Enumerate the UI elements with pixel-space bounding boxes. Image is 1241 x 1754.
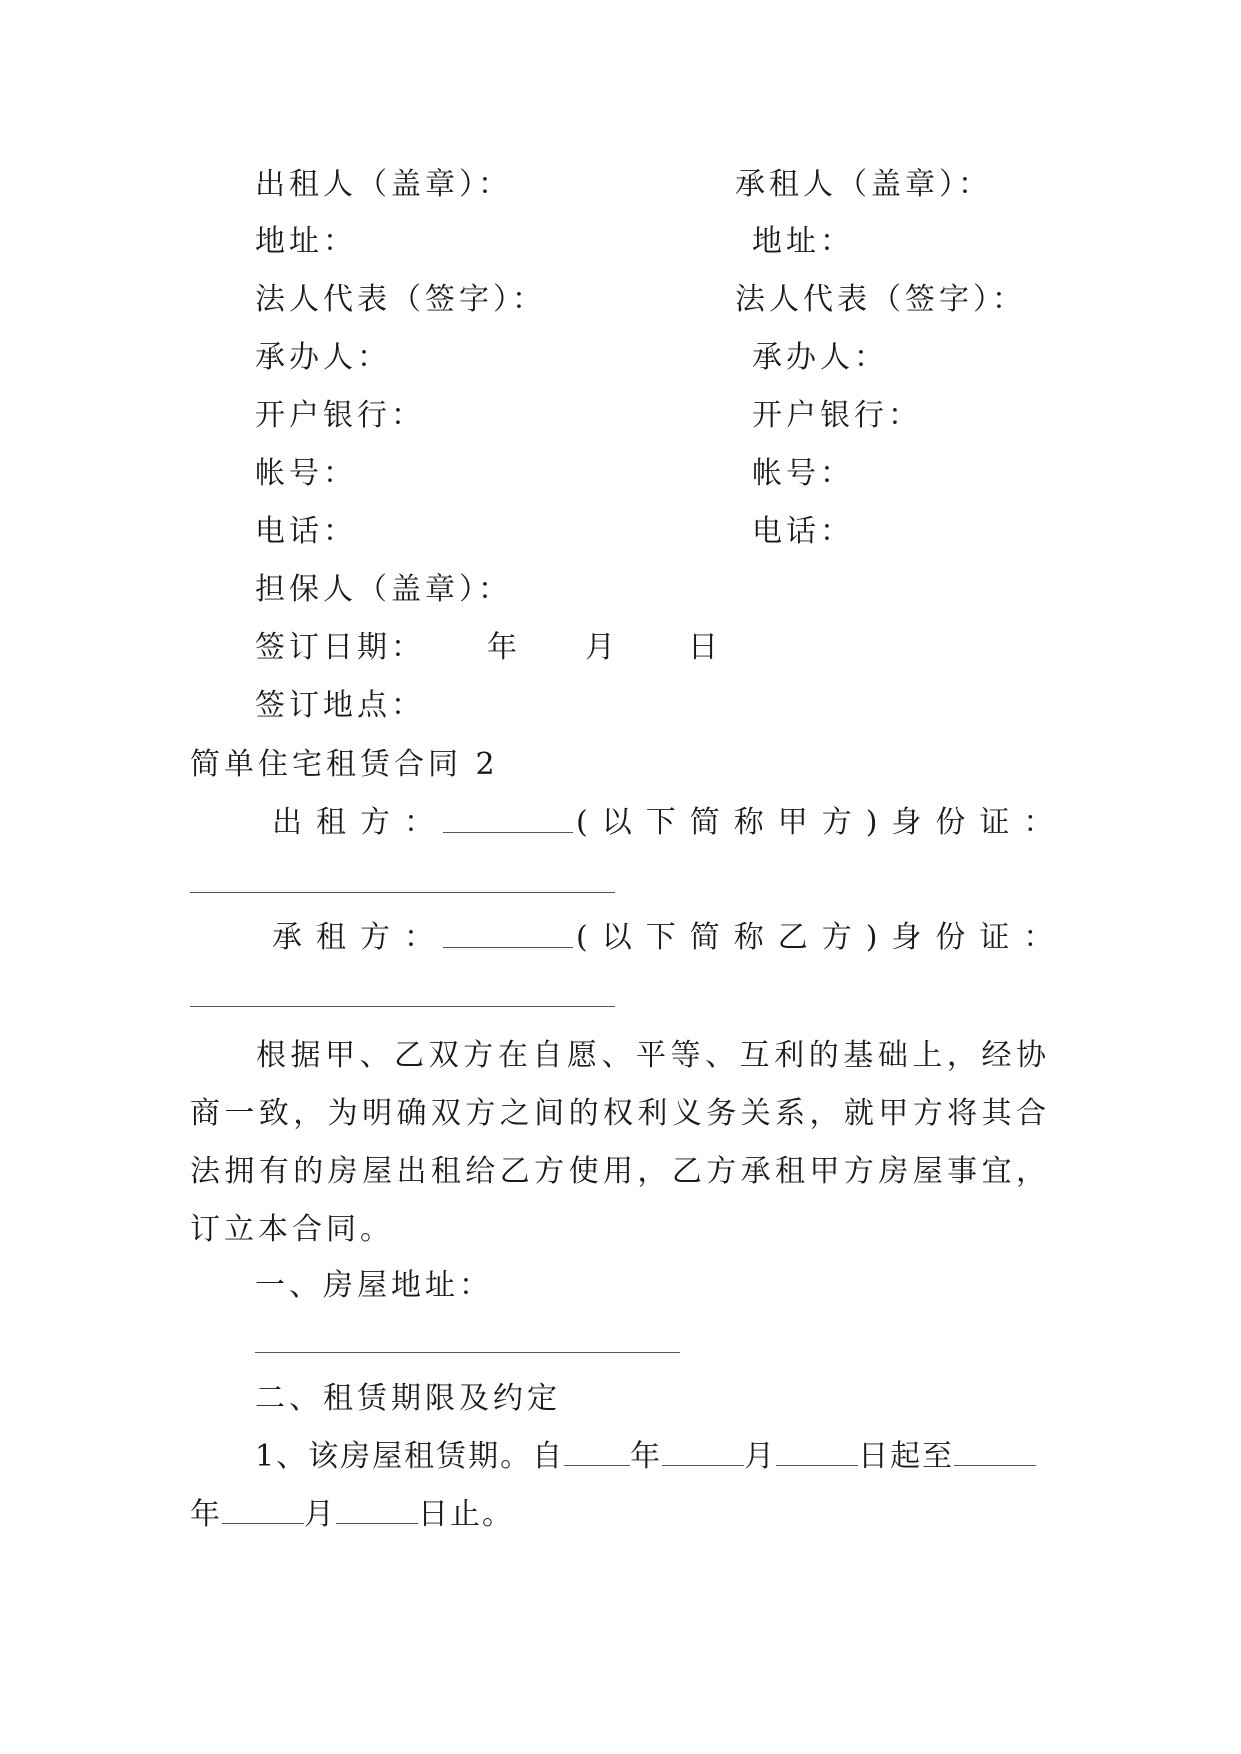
term-line-1: [255, 1437, 1036, 1477]
party-b-name-blank: [443, 947, 573, 948]
term-month-1: 月: [744, 1439, 777, 1474]
party-b-suffix: (以下简称乙方)身份证：: [576, 920, 1068, 955]
lessor-phone-label: 电话：: [255, 514, 357, 549]
guarantor-seal-label: 担保人（盖章）：: [255, 572, 512, 607]
lessor-address-label: 地址：: [255, 224, 357, 259]
term-end-month-blank: [222, 1497, 304, 1524]
lessee-seal-label: 承租人（盖章）：: [735, 167, 992, 202]
term-line-2: [190, 1495, 514, 1535]
sign-date-year-label: 年: [487, 630, 521, 665]
house-address-blank: [255, 1352, 680, 1353]
lessee-handler-label: 承办人：: [752, 340, 888, 375]
party-b-id-blank: [190, 1006, 615, 1007]
term-prefix: 1、该房屋租赁期。自: [255, 1439, 565, 1474]
party-a-id-blank: [190, 892, 615, 893]
section-2-heading: 二、租赁期限及约定: [255, 1381, 561, 1416]
party-a-suffix: (以下简称甲方)身份证：: [576, 805, 1068, 840]
term-month-2: 月: [304, 1497, 336, 1532]
term-start-month-blank: [662, 1439, 744, 1466]
term-year-1: 年: [630, 1439, 663, 1474]
contract-title: 简单住宅租赁合同 2: [190, 747, 499, 782]
sign-date-label: 签订日期：: [255, 630, 425, 665]
lessor-account-label: 帐号：: [255, 456, 357, 491]
term-end: 日止。: [418, 1497, 514, 1532]
sign-date-day-label: 日: [688, 630, 722, 665]
term-start-year-blank: [564, 1439, 630, 1466]
lessee-account-label: 帐号：: [752, 456, 854, 491]
term-end-year-blank: [954, 1439, 1036, 1466]
lessee-phone-label: 电话：: [752, 514, 854, 549]
term-start-day-blank: [776, 1439, 858, 1466]
term-year-2: 年: [190, 1497, 222, 1532]
sign-place-label: 签订地点：: [255, 688, 425, 723]
lessor-seal-label: 出租人（盖章）：: [255, 167, 512, 202]
term-end-day-blank: [336, 1497, 418, 1524]
sign-date-month-label: 月: [585, 630, 619, 665]
section-1-heading: 一、房屋地址：: [255, 1268, 493, 1303]
intro-paragraph: 根据甲、乙双方在自愿、平等、互利的基础上，经协商一致，为明确双方之间的权利义务关系，就甲方将其合法拥有的房屋出租给乙方使用，乙方承租甲方房屋事宜，订立本合同。: [190, 1038, 1050, 1247]
party-b-label: 承租方：: [272, 920, 448, 955]
lessee-address-label: 地址：: [752, 224, 854, 259]
lessee-legal-rep-label: 法人代表（签字）：: [735, 282, 1026, 317]
lessor-bank-label: 开户银行：: [255, 398, 425, 433]
lessee-bank-label: 开户银行：: [752, 398, 922, 433]
party-a-name-blank: [443, 832, 573, 833]
party-a-label: 出租方：: [272, 805, 448, 840]
term-day-to: 日起至: [858, 1439, 955, 1474]
lessor-legal-rep-label: 法人代表（签字）：: [255, 282, 546, 317]
lessor-handler-label: 承办人：: [255, 340, 391, 375]
